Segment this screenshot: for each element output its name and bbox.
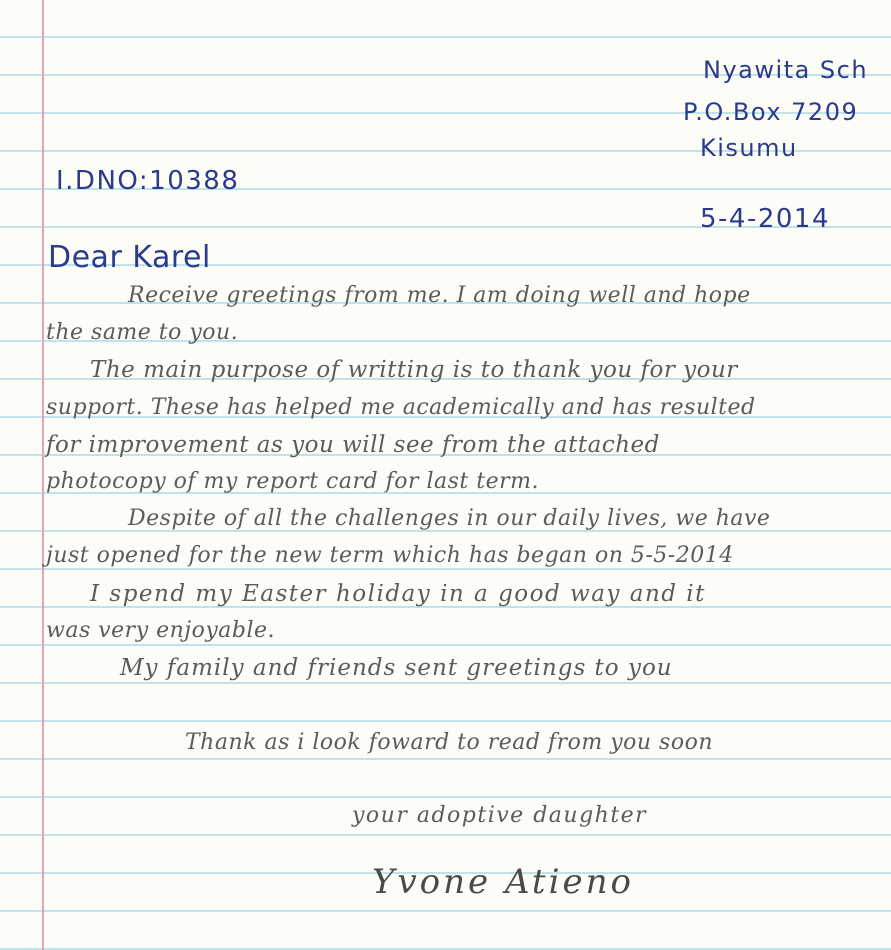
letter-line: Thank as i look foward to read from you soon: [185, 730, 714, 755]
salutation: Dear Karel: [48, 240, 211, 275]
signature: Yvone Atieno: [372, 862, 634, 902]
letter-line: Despite of all the challenges in our daily lives, we have: [128, 506, 771, 531]
letter-line: the same to you.: [46, 320, 239, 345]
letter-line: just opened for the new term which has began on 5-5-2014: [46, 543, 734, 568]
margin-line: [42, 0, 44, 950]
letter-date: 5-4-2014: [700, 204, 831, 234]
letter-line: photocopy of my report card for last term.: [46, 469, 539, 494]
letter-line: My family and friends sent greetings to you: [120, 655, 673, 681]
letter-line: for improvement as you will see from the attached: [46, 432, 660, 458]
address-town: Kisumu: [700, 134, 798, 162]
letter-line: I spend my Easter holiday in a good way and it: [90, 581, 706, 607]
address-school: Nyawita Sch: [703, 56, 869, 84]
address-po-box: P.O.Box 7209: [683, 98, 859, 126]
closing: your adoptive daughter: [352, 803, 648, 828]
letter-line: The main purpose of writting is to thank you for your: [90, 357, 738, 383]
letter-line: was very enjoyable.: [46, 618, 276, 643]
letter-line: Receive greetings from me. I am doing well and hope: [128, 283, 751, 308]
letter-line: support. These has helped me academically and has resulted: [46, 395, 756, 420]
id-number: I.DNO:10388: [56, 166, 240, 196]
